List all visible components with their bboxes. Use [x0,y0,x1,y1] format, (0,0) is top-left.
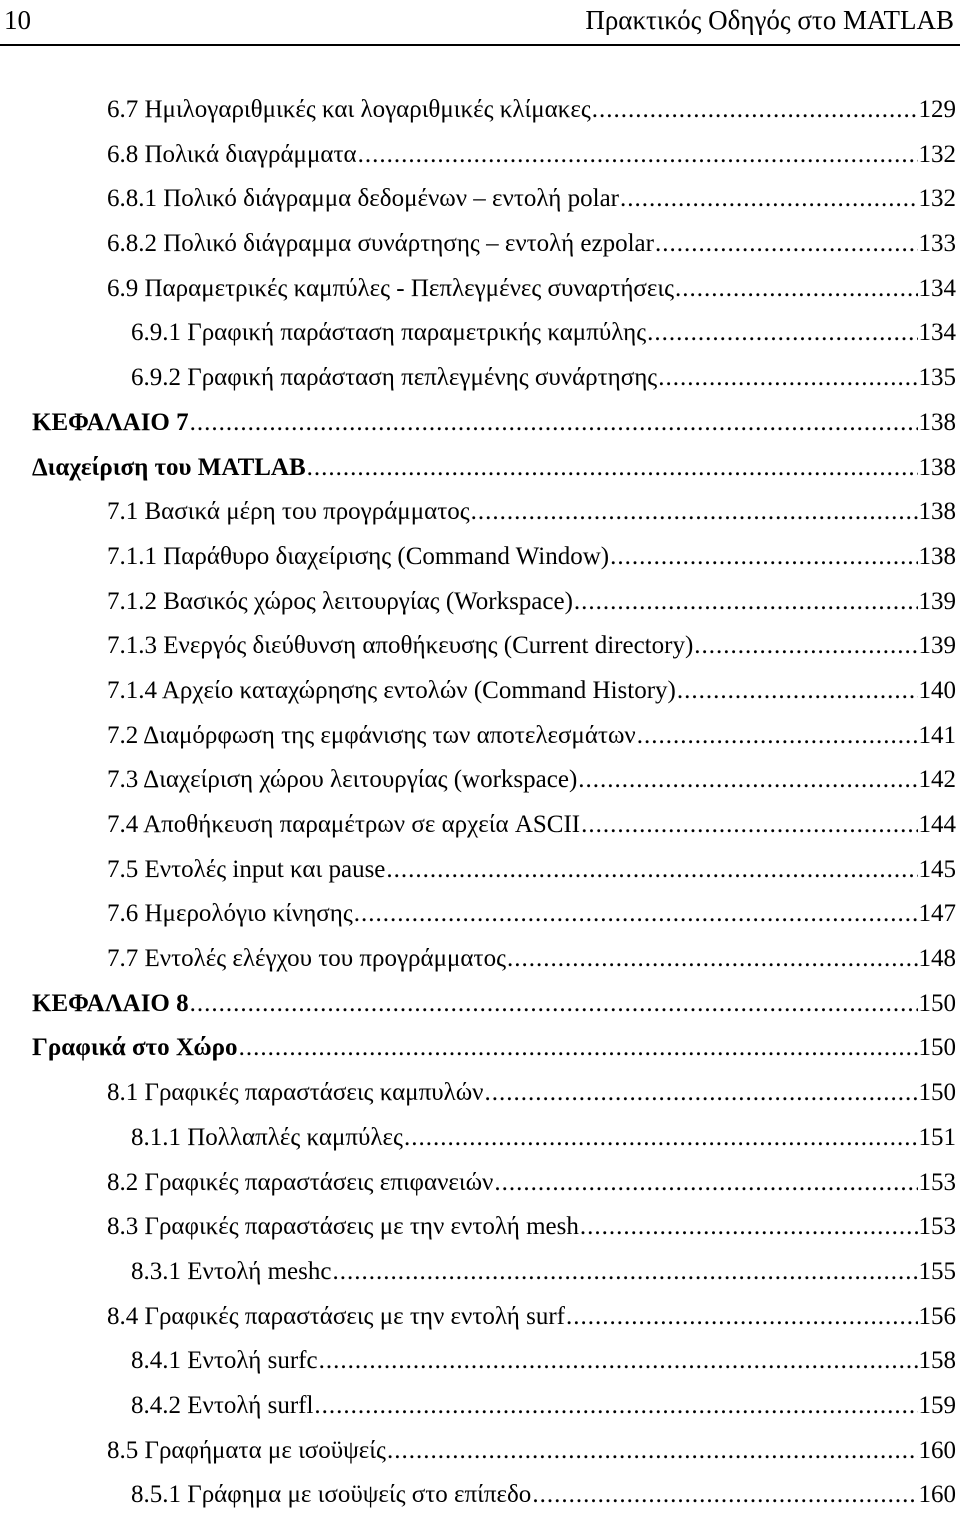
dot-leader [694,624,917,669]
toc-entry-page: 138 [918,408,956,436]
running-title: Πρακτικός Οδηγός στο MATLAB [585,5,954,35]
dot-leader [658,356,917,401]
toc-entry[interactable] [0,892,960,937]
toc-entry-page: 144 [918,811,956,838]
dot-leader [620,177,918,222]
toc-entry[interactable] [0,758,960,803]
toc-entry-page: 140 [918,676,956,704]
toc-entry-page: 147 [918,900,956,928]
toc-entry-title: 6.8.1 Πολικό διάγραμμα δεδομένων – εντολή polar [107,185,619,213]
toc-entry[interactable] [0,1205,960,1250]
toc-entry[interactable] [0,1071,960,1116]
toc-entry[interactable] [0,1295,960,1340]
toc-entry[interactable] [0,1384,960,1429]
toc-entry-page: 139 [918,632,956,660]
toc-entry[interactable] [0,446,960,491]
toc-entry[interactable] [0,1429,960,1474]
toc-entry-title: 8.5 Γραφήματα με ισοϋψείς [107,1436,386,1464]
toc-entry-page: 135 [918,364,956,392]
toc-entry[interactable] [0,669,960,714]
toc-entry-title: 8.4.2 Εντολή surfl [131,1391,314,1419]
toc-entry[interactable] [0,803,960,848]
toc-entry-page: 148 [918,945,956,973]
toc-entry-title: 7.1.2 Βασικός χώρος λειτουργίας (Workspace) [107,587,573,615]
toc-entry[interactable] [0,222,960,267]
toc-entry-title: 7.1 Βασικά μέρη του προγράμματος [107,498,470,526]
dot-leader [190,982,918,1027]
toc-entry[interactable] [0,88,960,133]
table-of-contents [0,88,960,1518]
toc-entry-page: 160 [918,1481,956,1509]
toc-entry-title: 8.1.1 Πολλαπλές καμπύλες [131,1123,403,1151]
toc-entry-page: 138 [918,498,956,526]
toc-entry-title: 8.5.1 Γράφημα με ισοϋψείς στο επίπεδο [131,1481,532,1509]
toc-entry-title: Γραφικά στο Χώρο [32,1034,238,1062]
toc-entry-page: 133 [918,230,956,258]
toc-entry-title: 7.7 Εντολές ελέγχου του προγράμματος [107,945,506,973]
toc-entry[interactable] [0,1116,960,1161]
toc-entry-page: 155 [918,1257,956,1285]
toc-entry-page: 141 [918,721,956,749]
toc-entry-title: ΚΕΦΑΛΑΙΟ 7 [32,408,189,436]
toc-entry-title: 8.1 Γραφικές παραστάσεις καμπυλών [107,1079,484,1107]
toc-entry-page: 139 [918,587,956,615]
toc-entry-page: 151 [918,1123,956,1151]
toc-entry[interactable] [0,133,960,178]
toc-entry-page: 138 [918,453,956,481]
page-header [0,0,960,46]
toc-entry[interactable] [0,535,960,580]
toc-entry[interactable] [0,267,960,312]
toc-entry-title: 8.4 Γραφικές παραστάσεις με την εντολή surf [107,1302,565,1330]
page-number: 10 [4,5,31,35]
toc-entry[interactable] [0,177,960,222]
dot-leader [580,1205,918,1250]
dot-leader [507,937,918,982]
dot-leader [610,535,917,580]
toc-entry-page: 132 [918,140,956,168]
dot-leader [190,401,918,446]
dot-leader [574,580,918,625]
dot-leader [677,669,918,714]
toc-entry-title: 6.9.1 Γραφική παράσταση παραμετρικής καμπύλης [131,319,647,347]
dot-leader [358,133,918,178]
toc-entry-page: 150 [918,989,956,1017]
toc-entry-title: 6.8 Πολικά διαγράμματα [107,140,357,168]
toc-entry[interactable] [0,490,960,535]
dot-leader [404,1116,918,1161]
toc-entry-page: 153 [918,1168,956,1196]
toc-entry-title: 7.1.3 Ενεργός διεύθυνση αποθήκευσης (Current directory) [107,632,694,660]
toc-entry[interactable] [0,1250,960,1295]
dot-leader [655,222,918,267]
dot-leader [314,1384,917,1429]
toc-entry-title: ΚΕΦΑΛΑΙΟ 8 [32,989,189,1017]
dot-leader [471,490,918,535]
dot-leader [637,714,918,759]
toc-entry-page: 158 [918,1347,956,1375]
toc-entry[interactable] [0,624,960,669]
dot-leader [532,1473,917,1518]
dot-leader [647,311,917,356]
dot-leader [239,1026,918,1071]
toc-entry[interactable] [0,714,960,759]
toc-entry-title: 8.3.1 Εντολή meshc [131,1257,332,1285]
toc-entry[interactable] [0,1026,960,1071]
toc-entry-title: 8.3 Γραφικές παραστάσεις με την εντολή mesh [107,1213,579,1241]
toc-entry-page: 160 [918,1436,956,1464]
toc-entry-title: 7.1.4 Αρχείο καταχώρησης εντολών (Command History) [107,676,676,704]
toc-entry-title: 7.4 Αποθήκευση παραμέτρων σε αρχεία ASCII [107,811,581,838]
toc-entry-title: Διαχείριση του MATLAB [32,453,306,481]
dot-leader [386,848,917,893]
toc-entry-page: 145 [918,855,956,883]
toc-entry-page: 142 [918,766,956,794]
toc-entry[interactable] [0,1473,960,1518]
toc-entry-page: 132 [918,185,956,213]
toc-entry-page: 138 [918,542,956,570]
toc-entry[interactable] [0,1339,960,1384]
toc-entry-page: 134 [918,319,956,347]
toc-entry-title: 7.3 Διαχείριση χώρου λειτουργίας (workspace) [107,766,578,794]
toc-entry[interactable] [0,356,960,401]
dot-leader [307,446,918,491]
toc-entry-title: 6.9 Παραμετρικές καμπύλες - Πεπλεγμένες συναρτήσεις [107,274,674,302]
dot-leader [354,892,918,937]
toc-entry-page: 150 [918,1034,956,1062]
toc-entry-title: 8.4.1 Εντολή surfc [131,1347,318,1375]
toc-entry[interactable] [0,1161,960,1206]
toc-entry-title: 7.1.1 Παράθυρο διαχείρισης (Command Window) [107,542,610,570]
toc-entry-page: 134 [918,274,956,302]
toc-entry-title: 7.6 Ημερολόγιο κίνησης [107,900,353,928]
toc-entry[interactable] [0,848,960,893]
toc-entry-page: 129 [918,96,956,123]
dot-leader [566,1295,918,1340]
dot-leader [387,1429,918,1474]
toc-entry-title: 7.5 Εντολές input και pause [107,855,386,883]
toc-entry-page: 150 [918,1079,956,1107]
toc-entry[interactable] [0,982,960,1027]
dot-leader [319,1339,918,1384]
dot-leader [592,88,918,133]
toc-entry-page: 153 [918,1213,956,1241]
toc-entry[interactable] [0,580,960,625]
dot-leader [332,1250,917,1295]
dot-leader [484,1071,917,1116]
dot-leader [675,267,918,312]
toc-entry-title: 6.9.2 Γραφική παράσταση πεπλεγμένης συνάρτησης [131,364,658,392]
toc-entry-title: 8.2 Γραφικές παραστάσεις επιφανειών [107,1168,494,1196]
toc-entry-title: 6.7 Ημιλογαριθμικές και λογαριθμικές κλίμακες [107,96,591,123]
dot-leader [578,758,917,803]
toc-entry-title: 6.8.2 Πολικό διάγραμμα συνάρτησης – εντολή ezpolar [107,230,654,258]
toc-entry[interactable] [0,937,960,982]
toc-entry[interactable] [0,311,960,356]
dot-leader [581,803,917,848]
toc-entry-page: 159 [918,1391,956,1419]
toc-entry[interactable] [0,401,960,446]
toc-entry-title: 7.2 Διαμόρφωση της εμφάνισης των αποτελεσμάτων [107,721,636,749]
dot-leader [494,1161,917,1206]
toc-entry-page: 156 [918,1302,956,1330]
